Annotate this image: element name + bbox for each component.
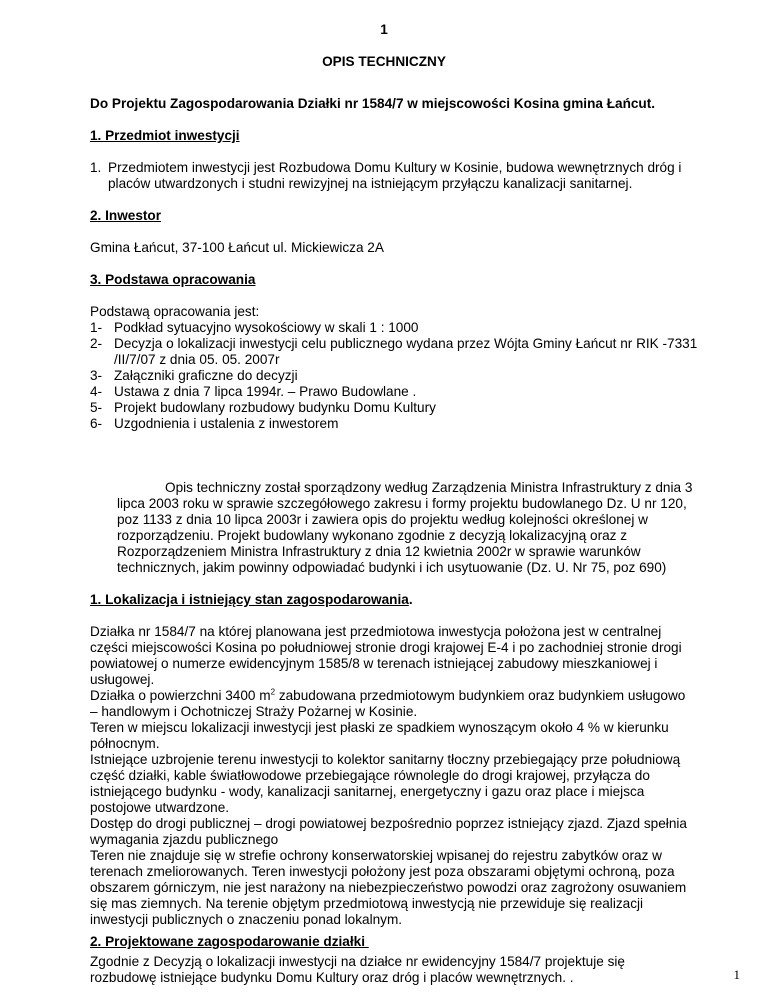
lokalizacja-line: północnym. xyxy=(90,736,160,751)
list-number: 2- xyxy=(90,336,103,351)
list-number: 4- xyxy=(90,384,103,399)
list-number: 6- xyxy=(90,416,103,431)
area-text-after: zabudowana przedmiotowym budynkiem oraz budynkiem usługowo xyxy=(275,688,686,703)
opis-line-6: technicznych, jakim powinny odpowiadać budynki i ich usytuowanie (Dz. U. Nr 75, poz 690) xyxy=(117,560,667,575)
lokalizacja-line: istniejącego budynku - wody, kanalizacji sanitarnej, energetyczny i gazu oraz place i miejsca xyxy=(90,784,645,799)
lokalizacja-area-line xyxy=(90,688,685,704)
lokalizacja-line: postojowe utwardzone. xyxy=(90,800,230,815)
lokalizacja-line: powiatowej o numerze ewidencyjnym 1585/8 w terenach istniejącej zabudowy mieszkaniowej i xyxy=(90,656,658,671)
lokalizacja-line: – handlowym i Ochotniczej Straży Pożarnej w Kosinie. xyxy=(90,704,418,719)
lokalizacja-line: części miejscowości Kosina po południowej stronie drogi krajowej E-4 i po zachodniej stronie drogi xyxy=(90,640,682,655)
lokalizacja-line: inwestycji publicznych o znaczeniu ponad lokalnym. xyxy=(90,912,403,927)
list-text: Ustawa z dnia 7 lipca 1994r. – Prawo Budowlane . xyxy=(114,384,417,399)
list-text: Uzgodnienia i ustalenia z inwestorem xyxy=(114,416,339,431)
page-number-top: 1 xyxy=(380,22,388,37)
lokalizacja-line: obszarem górniczym, nie jest narażony na niebezpieczeństwo powodzi oraz zagrożony osuwaniem xyxy=(90,880,687,895)
przedmiot-line-2: placów utwardzonych i studni rewizyjnej na istniejącym przyłączu kanalizacji sanitarnej. xyxy=(108,176,633,191)
list-text: /II/7/07 z dnia 05. 05. 2007r xyxy=(114,352,280,367)
przedmiot-line-1: Przedmiotem inwestycji jest Rozbudowa Domu Kultury w Kosinie, budowa wewnętrznych dróg i xyxy=(108,160,682,175)
projektowane-line-2: rozbudowę istniejące budynku Domu Kultury oraz dróg i placów wewnętrznych. . xyxy=(90,970,574,985)
lokalizacja-line: Dostęp do drogi publicznej – drogi powiatowej bezpośrednio poprzez istniejący zjazd. Zjazd spełnia xyxy=(90,816,687,831)
list-item xyxy=(90,368,298,384)
heading-inwestor: 2. Inwestor xyxy=(90,208,162,223)
list-text: Podkład sytuacyjno wysokościowy w skali 1 : 1000 xyxy=(114,320,419,335)
lokalizacja-line: Istniejące uzbrojenie terenu inwestycji to kolektor sanitarny tłoczny przebiegający prze południową xyxy=(90,752,681,767)
list-item xyxy=(90,352,280,368)
opis-line-2: lipca 2003 roku w sprawie szczegółowego zakresu i formy projektu budowlanego Dz. U nr 120, xyxy=(117,496,687,511)
list-item xyxy=(90,416,338,432)
podstawa-intro: Podstawą opracowania jest: xyxy=(90,304,260,319)
list-item xyxy=(90,320,419,336)
opis-line-3: poz 1133 z dnia 10 lipca 2003r i zawiera opis do projektu według kolejności określonej w xyxy=(117,512,648,527)
list-text: Załączniki graficzne do decyzji xyxy=(114,368,298,383)
heading-projektowane: 2. Projektowane zagospodarowanie działki xyxy=(90,934,369,949)
heading-lokalizacja xyxy=(90,592,413,608)
lokalizacja-line: Działka nr 1584/7 na której planowana jest przedmiotowa inwestycja położona jest w centralnej xyxy=(90,624,662,639)
project-line: Do Projektu Zagospodarowania Działki nr 1584/7 w miejscowości Kosina gmina Łańcut. xyxy=(90,96,656,111)
document-title: OPIS TECHNICZNY xyxy=(322,54,446,69)
przedmiot-item-number: 1. xyxy=(90,160,102,175)
list-text: Projekt budowlany rozbudowy budynku Domu Kultury xyxy=(114,400,436,415)
list-item xyxy=(90,384,416,400)
inwestor-text: Gmina Łańcut, 37-100 Łańcut ul. Mickiewicza 2A xyxy=(90,240,384,255)
list-text: Decyzja o lokalizacji inwestycji celu publicznego wydana przez Wójta Gminy Łańcut nr RIK -7331 xyxy=(114,336,698,351)
opis-line-5: Rozporządzeniem Ministra Infrastruktury z dnia 12 kwietnia 2002r w sprawie warunków xyxy=(117,544,641,559)
projektowane-line-1: Zgodnie z Decyzją o lokalizacji inwestycji na działce nr ewidencyjny 1584/7 projektuje się xyxy=(90,954,625,969)
list-item xyxy=(90,336,697,352)
area-text-before: Działka o powierzchni 3400 m xyxy=(90,688,271,703)
opis-line-1: Opis techniczny został sporządzony według Zarządzenia Ministra Infrastruktury z dnia 3 xyxy=(165,480,693,495)
heading-podstawa: 3. Podstawa opracowania xyxy=(90,272,256,287)
heading-lokalizacja-dot: . xyxy=(408,592,413,607)
heading-lokalizacja-text: 1. Lokalizacja i istniejący stan zagospodarowania xyxy=(90,592,409,607)
lokalizacja-line: się mas ziemnych. Na terenie objętym przedmiotową inwestycją nie przewiduje się realizacji xyxy=(90,896,644,911)
area-superscript: 2 xyxy=(270,687,276,697)
lokalizacja-line: Teren nie znajduje się w strefie ochrony konserwatorskiej wpisanej do rejestru zabytków oraz w xyxy=(90,848,662,863)
list-item xyxy=(90,400,436,416)
lokalizacja-line: Teren w miejscu lokalizacji inwestycji jest płaski ze spadkiem wynoszącym około 4 % w kierunku xyxy=(90,720,669,735)
lokalizacja-line: część działki, kable światłowodowe przebiegające równolegle do drogi krajowej, przyłącza do xyxy=(90,768,650,783)
lokalizacja-line: terenach zmeliorowanych. Teren inwestycji położony jest poza obszarami objętymi ochroną, poza xyxy=(90,864,675,879)
lokalizacja-line: wymagania zjazdu publicznego xyxy=(90,832,279,847)
page-number-bottom: 1 xyxy=(733,967,740,982)
heading-przedmiot: 1. Przedmiot inwestycji xyxy=(90,128,240,143)
list-number: 3- xyxy=(90,368,103,383)
opis-line-4: rozporządzeniu. Projekt budowlany wykonano zgodnie z decyzją lokalizacyjną oraz z xyxy=(117,528,628,543)
lokalizacja-line: usługowej. xyxy=(90,672,155,687)
list-number: 1- xyxy=(90,320,103,335)
list-number: 5- xyxy=(90,400,103,415)
